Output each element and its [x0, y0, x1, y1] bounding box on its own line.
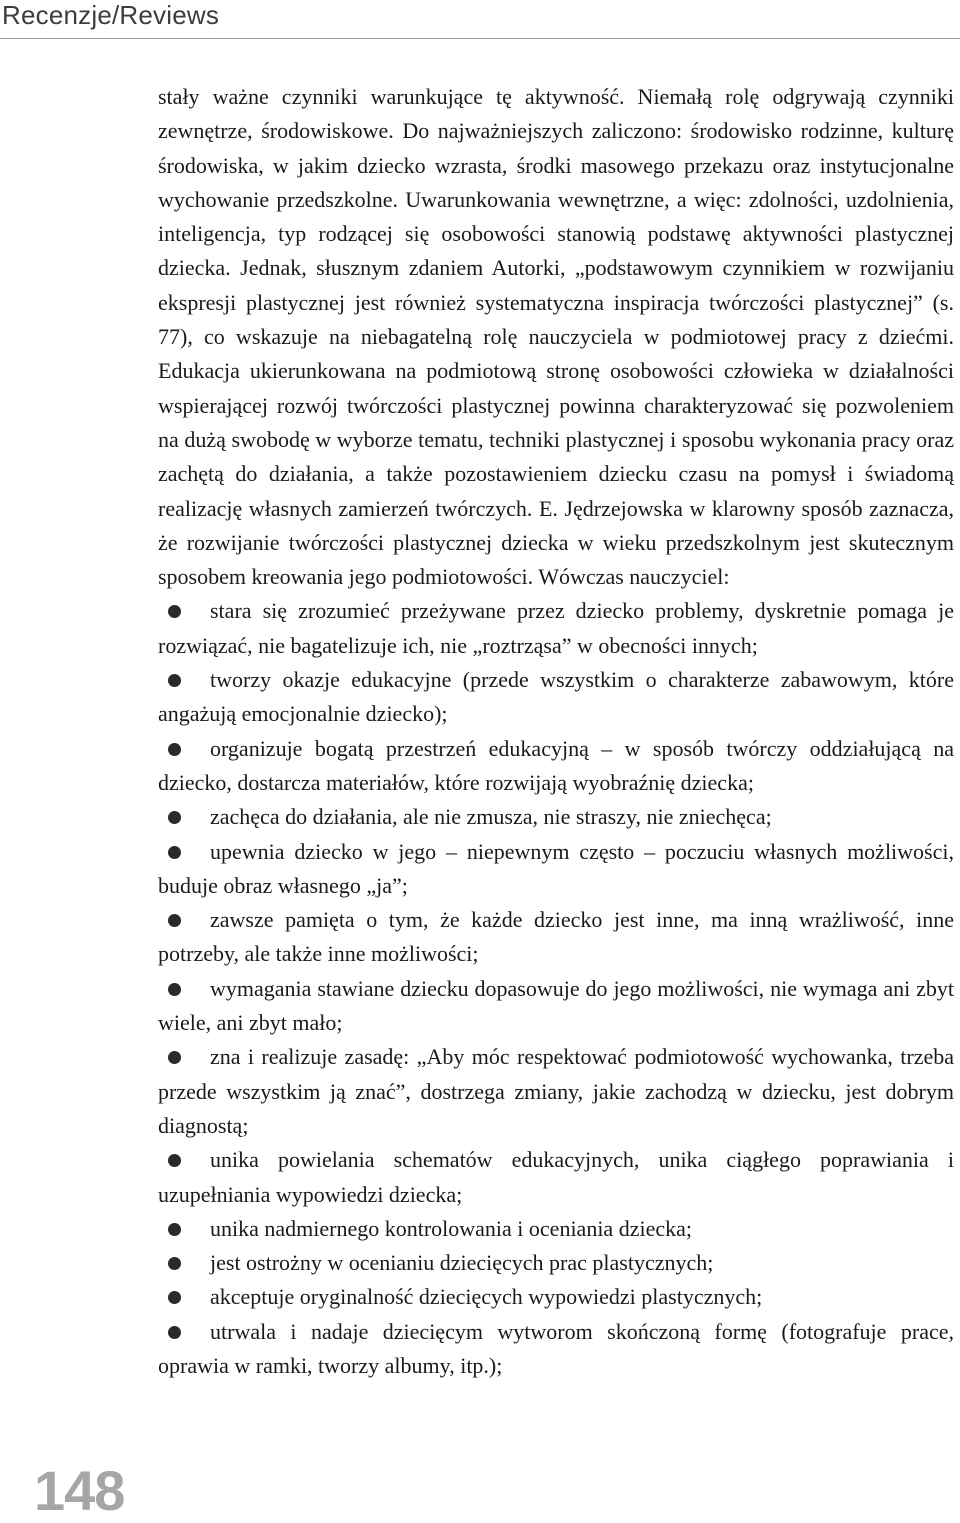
bullet-icon	[168, 846, 181, 859]
bullet-icon	[168, 1223, 181, 1236]
list-item: unika nadmiernego kontrolowania i oceniania dziecka;	[158, 1212, 954, 1246]
list-item: unika powielania schematów edukacyjnych, unika ciągłego poprawiania i uzupełniania wypowiedzi dziecka;	[158, 1147, 954, 1207]
section-title: Recenzje/Reviews	[2, 0, 220, 30]
list-item: zna i realizuje zasadę: „Aby móc respektować podmiotowość wychowanka, trzeba przede wszystkim ją znać”, dostrzega zmiany, jakie zachodzą w dziecku, jest dobrym diagnostą;	[158, 1044, 954, 1138]
list-item: stara się zrozumieć przeżywane przez dziecko problemy, dyskretnie pomaga je rozwiązać, nie bagatelizuje ich, nie „roztrząsa” w obecności innych;	[158, 598, 954, 658]
bullet-icon	[168, 1326, 181, 1339]
list-item: jest ostrożny w ocenianiu dziecięcych prac plastycznych;	[158, 1246, 954, 1280]
list-item: zawsze pamięta o tym, że każde dziecko jest inne, ma inną wrażliwość, inne potrzeby, ale także inne możliwości;	[158, 907, 954, 967]
list-item: wymagania stawiane dziecku dopasowuje do jego możliwości, nie wymaga ani zbyt wiele, ani zbyt mało;	[158, 975, 954, 1036]
page-number: 148	[34, 1459, 125, 1522]
bullet-list	[158, 594, 954, 1383]
bullet-icon	[168, 914, 181, 927]
bullet-icon	[168, 743, 181, 756]
body-paragraph: stały ważne czynniki warunkujące tę aktywność. Niemałą rolę odgrywają czynniki zewnętrze, środowiskowe. Do najważniejszych zaliczono: środowisko rodzinne, kulturę środowiska, w jakim dziecko wzrasta, środki masowego przekazu oraz instytucjonalne wychowanie przedszkolne. Uwarunkowania wewnętrzne, a więc: zdolności, uzdolnienia, inteligencja, typ rodzącej się osobowości stanowią podstawę aktywności plastycznej dziecka. Jednak, słusznym zdaniem Autorki, „podstawowym czynnikiem w rozwijaniu ekspresji plastycznej jest również systematyczna inspiracja twórczości plastycznej” (s. 77), co wskazuje na niebagatelną rolę nauczyciela w podmiotowej pracy z dziećmi. Edukacja ukierunkowana na podmiotową stronę osobowości człowieka w działalności wspierającej rozwój twórczości plastycznej powinna charakteryzować się pozwoleniem na dużą swobodę w wyborze tematu, techniki plastycznej i sposobu wykonania pracy oraz zachętą do działania, a także pozostawieniem dziecku czasu na pomysł i świadomą realizację własnych zamierzeń twórczych. E. Jędrzejowska w klarowny sposób zaznacza, że rozwijanie twórczości plastycznej dziecka w wieku przedszkolnym jest skutecznym sposobem kreowania jego podmiotowości. Wówczas nauczyciel:	[158, 84, 954, 590]
list-item: zachęca do działania, ale nie zmusza, nie straszy, nie zniechęca;	[158, 800, 954, 834]
bullet-icon	[168, 1257, 181, 1270]
bullet-icon	[168, 605, 181, 618]
bullet-icon	[168, 811, 181, 824]
list-item: utrwala i nadaje dziecięcym wytworom skończoną formę (fotografuje prace, oprawia w ramki, tworzy albumy, itp.);	[158, 1318, 954, 1378]
list-item: tworzy okazje edukacyjne (przede wszystkim o charakterze zabawowym, które angażują emocjonalnie dziecko);	[158, 667, 954, 727]
bullet-icon	[168, 983, 181, 996]
bullet-icon	[168, 1154, 181, 1167]
bullet-icon	[168, 1291, 181, 1304]
article-body	[158, 80, 954, 1383]
bullet-icon	[168, 674, 181, 687]
bullet-icon	[168, 1051, 181, 1064]
list-item: akceptuje oryginalność dziecięcych wypowiedzi plastycznych;	[158, 1280, 954, 1314]
list-item: organizuje bogatą przestrzeń edukacyjną – w sposób twórczy oddziałującą na dziecko, dostarcza materiałów, które rozwijają wyobraźnię dziecka;	[158, 735, 954, 795]
page-header	[0, 0, 960, 39]
list-item: upewnia dziecko w jego – niepewnym często – poczuciu własnych możliwości, buduje obraz własnego „ja”;	[158, 838, 954, 898]
